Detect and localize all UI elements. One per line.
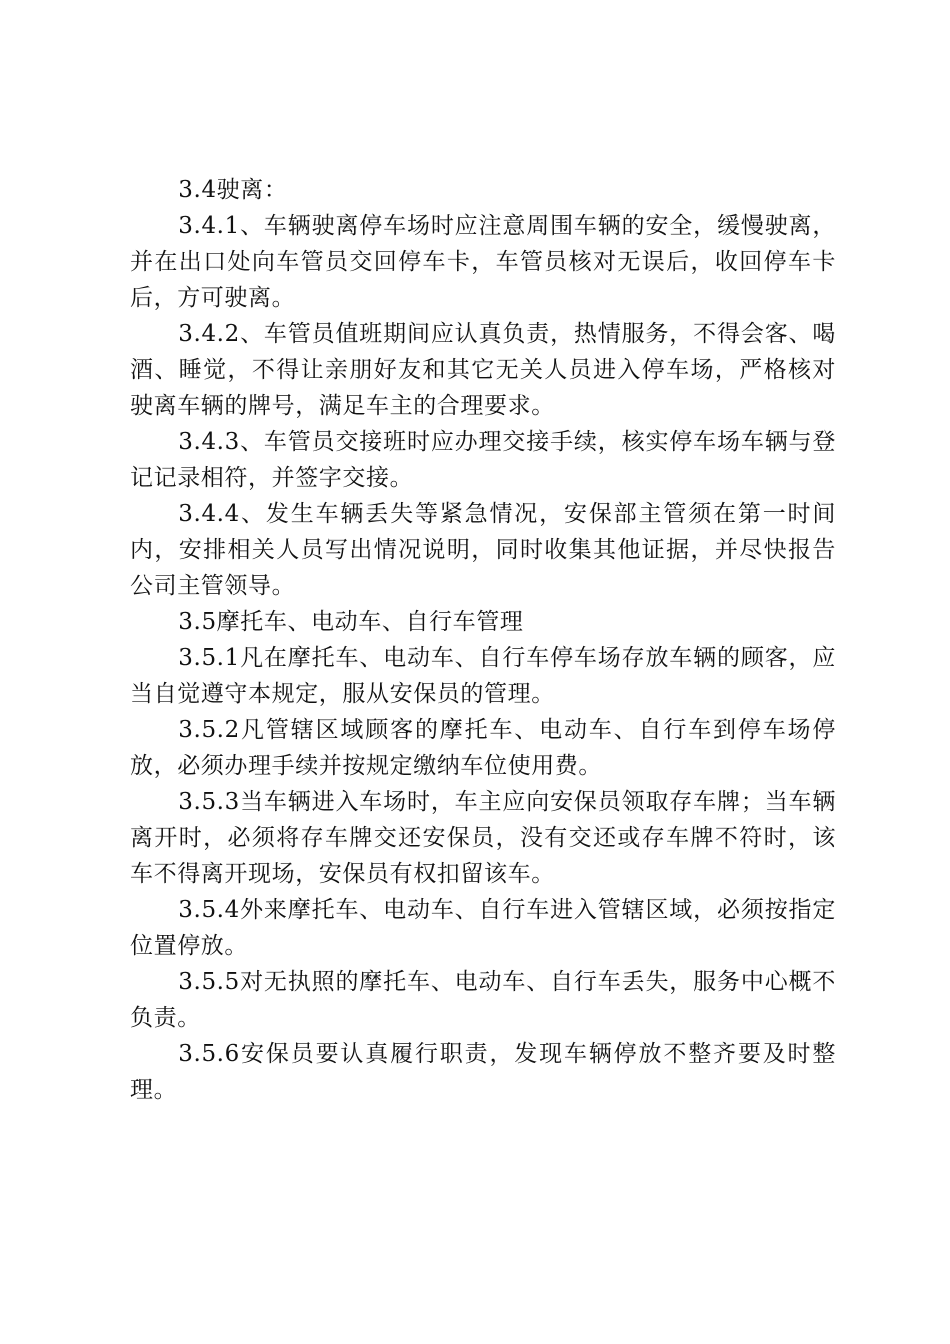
paragraph-3-5-5: 3.5.5对无执照的摩托车、电动车、自行车丢失，服务中心概不负责。 — [130, 969, 836, 1031]
section-heading-3-4: 3.4驶离： — [178, 177, 288, 203]
paragraph-3-4-1: 3.4.1、车辆驶离停车场时应注意周围车辆的安全，缓慢驶离，并在出口处向车管员交回停车卡，车管员核对无误后，收回停车卡后，方可驶离。 — [130, 213, 836, 311]
paragraph-3-4-3: 3.4.3、车管员交接班时应办理交接手续，核实停车场车辆与登记记录相符，并签字交接。 — [130, 429, 836, 491]
paragraph-3-5-3: 3.5.3当车辆进入车场时，车主应向安保员领取存车牌；当车辆离开时，必须将存车牌交还安保员，没有交还或存车牌不符时，该车不得离开现场，安保员有权扣留该车。 — [130, 789, 836, 887]
paragraph-3-4-2: 3.4.2、车管员值班期间应认真负责，热情服务，不得会客、喝酒、睡觉，不得让亲朋好友和其它无关人员进入停车场，严格核对驶离车辆的牌号，满足车主的合理要求。 — [130, 321, 836, 419]
paragraph-3-5-2: 3.5.2凡管辖区域顾客的摩托车、电动车、自行车到停车场停放，必须办理手续并按规定缴纳车位使用费。 — [130, 717, 836, 779]
paragraph-3-4-4: 3.4.4、发生车辆丢失等紧急情况，安保部主管须在第一时间内，安排相关人员写出情况说明，同时收集其他证据，并尽快报告公司主管领导。 — [130, 501, 836, 599]
paragraph-3-5-4: 3.5.4外来摩托车、电动车、自行车进入管辖区域，必须按指定位置停放。 — [130, 897, 836, 959]
document-body — [130, 172, 836, 1108]
section-heading-3-5: 3.5摩托车、电动车、自行车管理 — [178, 609, 524, 635]
paragraph-3-5-1: 3.5.1凡在摩托车、电动车、自行车停车场存放车辆的顾客，应当自觉遵守本规定，服从安保员的管理。 — [130, 645, 836, 707]
paragraph-3-5-6: 3.5.6安保员要认真履行职责，发现车辆停放不整齐要及时整理。 — [130, 1041, 836, 1103]
